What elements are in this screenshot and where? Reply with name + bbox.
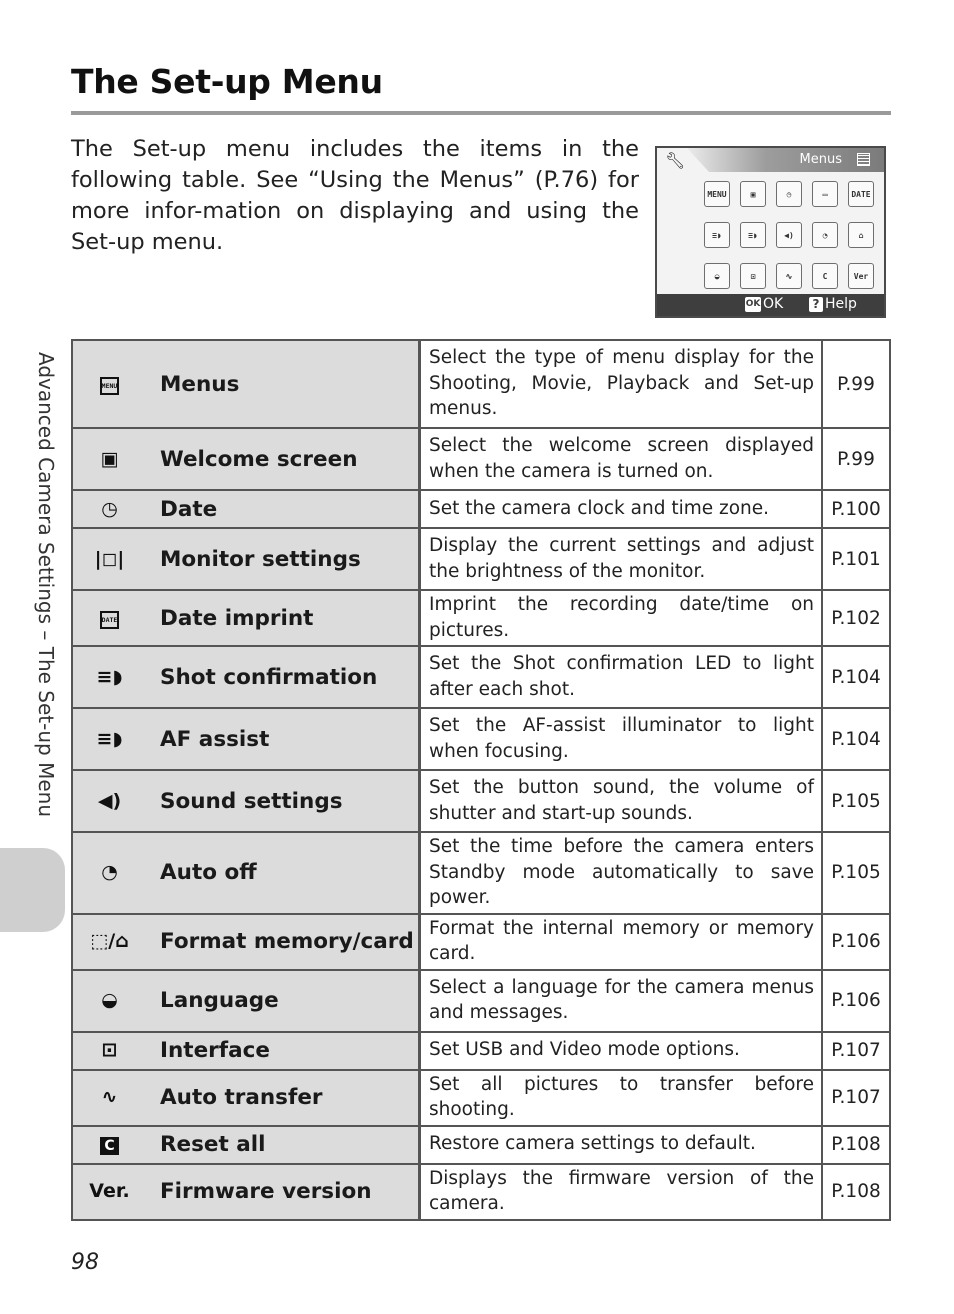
row-description: Imprint the recording date/time on pictures.	[420, 590, 823, 646]
row-name: Date	[146, 490, 420, 528]
table-row	[72, 1032, 890, 1070]
row-name: AF assist	[146, 708, 420, 770]
camera-screen-footer	[657, 294, 884, 316]
row-icon-cell	[72, 914, 146, 970]
row-name: Auto transfer	[146, 1070, 420, 1126]
side-tab	[0, 848, 65, 932]
row-name: Interface	[146, 1032, 420, 1070]
row-icon-cell	[72, 1164, 146, 1220]
auto-off-icon: ◔	[101, 861, 118, 884]
page-number: 98	[71, 1250, 99, 1275]
card-icon: ⌂	[848, 222, 874, 248]
auto-transfer-icon: ∿	[101, 1086, 118, 1108]
speaker-icon: ◀)	[776, 222, 802, 248]
row-icon-cell	[72, 1126, 146, 1164]
row-icon-cell	[72, 528, 146, 590]
row-description: Set USB and Video mode options.	[420, 1032, 823, 1070]
row-name: Format memory/card	[146, 914, 420, 970]
row-icon-cell	[72, 428, 146, 490]
table-row	[72, 970, 890, 1032]
row-description: Select a language for the camera menus and messages.	[420, 970, 823, 1032]
camera-screen	[655, 146, 886, 318]
row-icon-cell	[72, 1032, 146, 1070]
row-page-reference: P.108	[822, 1126, 890, 1164]
interface-icon: ⊡	[740, 263, 766, 289]
row-page-reference: P.106	[822, 914, 890, 970]
row-page-reference: P.100	[822, 490, 890, 528]
table-row	[72, 340, 890, 428]
row-description: Select the welcome screen displayed when the camera is turned on.	[420, 428, 823, 490]
speaker-icon: ◀)	[97, 789, 122, 812]
af-assist-icon: ≡◗	[740, 222, 766, 248]
camera-icon-grid	[704, 181, 874, 289]
welcome-icon: ▣	[740, 181, 766, 207]
row-icon-cell	[72, 646, 146, 708]
monitor-icon: |◻|	[94, 547, 125, 570]
menu-icon: MENU	[704, 181, 730, 207]
shot-led-icon: ≡◗	[704, 222, 730, 248]
row-page-reference: P.106	[822, 970, 890, 1032]
row-icon-cell	[72, 708, 146, 770]
clock-icon: ◷	[101, 497, 118, 520]
row-page-reference: P.107	[822, 1070, 890, 1126]
row-description: Set all pictures to transfer before shooting.	[420, 1070, 823, 1126]
row-name: Menus	[146, 340, 420, 428]
row-icon-cell	[72, 1070, 146, 1126]
table-row	[72, 1164, 890, 1220]
row-page-reference: P.99	[822, 428, 890, 490]
row-description: Set the AF-assist illuminator to light when focusing.	[420, 708, 823, 770]
side-section-label: Advanced Camera Settings – The Set-up Menu	[34, 352, 58, 817]
row-icon-cell	[72, 490, 146, 528]
row-page-reference: P.104	[822, 708, 890, 770]
menus-icon: MENU	[100, 377, 119, 395]
table-row	[72, 708, 890, 770]
help-label: Help	[825, 296, 857, 312]
wrench-icon: 🔧︎	[665, 151, 686, 170]
row-icon-cell	[72, 340, 146, 428]
camera-screen-title: Menus	[799, 152, 842, 167]
row-description: Format the internal memory or memory card.	[420, 914, 823, 970]
row-description: Displays the firmware version of the camera.	[420, 1164, 823, 1220]
row-description: Set the camera clock and time zone.	[420, 490, 823, 528]
row-name: Shot confirmation	[146, 646, 420, 708]
row-icon-cell	[72, 770, 146, 832]
ok-label: OK	[763, 296, 784, 312]
row-icon-cell	[72, 970, 146, 1032]
row-page-reference: P.99	[822, 340, 890, 428]
row-page-reference: P.108	[822, 1164, 890, 1220]
row-name: Monitor settings	[146, 528, 420, 590]
row-page-reference: P.101	[822, 528, 890, 590]
intro-paragraph: The Set-up menu includes the items in the following table. See “Using the Menus” (P.76) for more infor-mation on displaying and using the Set-up menu.	[71, 136, 639, 255]
language-icon: ◒	[101, 989, 118, 1011]
row-name: Sound settings	[146, 770, 420, 832]
row-name: Firmware version	[146, 1164, 420, 1220]
row-name: Reset all	[146, 1126, 420, 1164]
auto-off-icon: ◔	[812, 222, 838, 248]
camera-screen-header	[657, 148, 884, 172]
reset-icon: C	[812, 263, 838, 289]
title-rule	[71, 111, 891, 115]
af-assist-icon: ≡◗	[96, 727, 123, 750]
row-name: Language	[146, 970, 420, 1032]
firmware-version-icon: Ver.	[89, 1180, 130, 1202]
date-icon: DATE	[848, 181, 874, 207]
table-row	[72, 528, 890, 590]
row-name: Welcome screen	[146, 428, 420, 490]
row-page-reference: P.105	[822, 832, 890, 914]
monitor-icon: ▭	[812, 181, 838, 207]
row-description: Display the current settings and adjust the brightness of the monitor.	[420, 528, 823, 590]
row-icon-cell	[72, 590, 146, 646]
page-title: The Set-up Menu	[71, 62, 383, 101]
menu-list-icon	[857, 153, 870, 166]
help-button-icon: ?	[809, 297, 823, 312]
row-icon-cell	[72, 832, 146, 914]
ok-button-icon: OK	[745, 297, 761, 312]
row-description: Select the type of menu display for the Shooting, Movie, Playback and Set-up menus.	[420, 340, 823, 428]
memory-card-icon: ⬚/⌂	[90, 930, 129, 952]
row-name: Auto off	[146, 832, 420, 914]
transfer-icon: ∿	[776, 263, 802, 289]
row-description: Restore camera settings to default.	[420, 1126, 823, 1164]
row-page-reference: P.102	[822, 590, 890, 646]
date-imprint-icon: DATE	[100, 611, 119, 629]
clock-icon: ◷	[776, 181, 802, 207]
version-icon: Ver	[848, 263, 874, 289]
table-row	[72, 1070, 890, 1126]
row-page-reference: P.104	[822, 646, 890, 708]
welcome-screen-icon: ▣	[100, 447, 119, 470]
row-description: Set the Shot confirmation LED to light after each shot.	[420, 646, 823, 708]
table-row	[72, 832, 890, 914]
table-row	[72, 646, 890, 708]
table-row	[72, 590, 890, 646]
row-page-reference: P.105	[822, 770, 890, 832]
row-name: Date imprint	[146, 590, 420, 646]
table-row	[72, 770, 890, 832]
interface-icon: ⊡	[101, 1039, 118, 1061]
shot-confirmation-icon: ≡◗	[96, 665, 123, 688]
language-icon: ◒	[704, 263, 730, 289]
table-row	[72, 1126, 890, 1164]
setup-menu-table	[71, 339, 891, 1221]
row-description: Set the time before the camera enters Standby mode automatically to save power.	[420, 832, 823, 914]
table-row	[72, 428, 890, 490]
row-page-reference: P.107	[822, 1032, 890, 1070]
row-description: Set the button sound, the volume of shutter and start-up sounds.	[420, 770, 823, 832]
reset-icon: C	[100, 1137, 119, 1155]
table-row	[72, 914, 890, 970]
table-row	[72, 490, 890, 528]
